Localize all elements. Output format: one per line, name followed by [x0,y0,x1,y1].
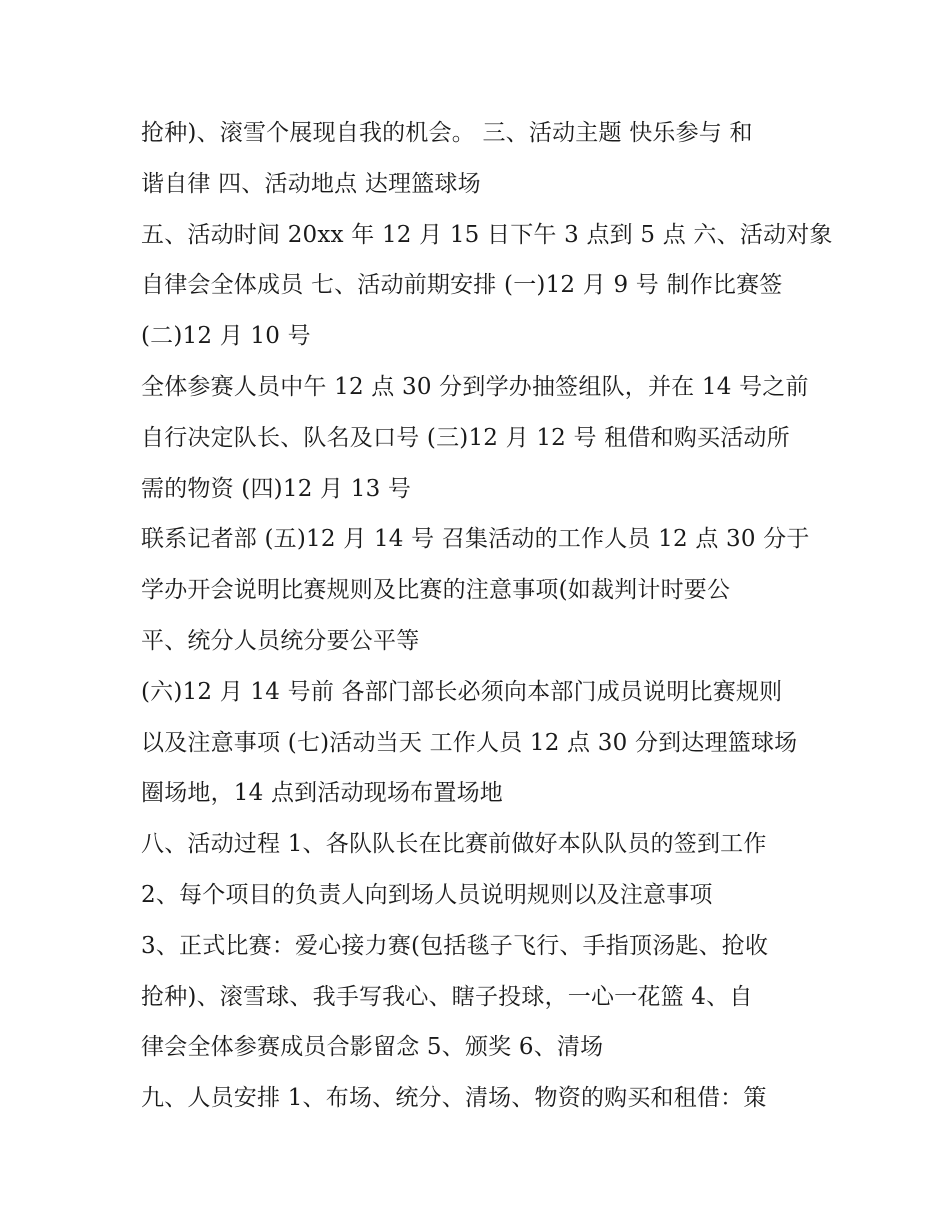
text-line: 抢种)、滚雪个展现自我的机会。 三、活动主题 快乐参与 和 [141,120,753,146]
text-line: 八、活动过程 1、各队队长在比赛前做好本队队员的签到工作 [141,831,767,858]
text-line: 律会全体参赛成员合影留念 5、颁奖 6、清场 [141,1034,604,1061]
text-line: 2、每个项目的负责人向到场人员说明规则以及注意事项 [141,881,713,908]
text-line: 全体参赛人员中午 12 点 30 分到学办抽签组队，并在 14 号之前 [141,373,809,400]
text-line: (二)12 月 10 号 [141,323,311,350]
text-line: 五、活动时间 20xx 年 12 月 15 日下午 3 点到 5 点 六、活动对象 [141,221,833,248]
text-line: 抢种)、滚雪球、我手写我心、瞎子投球，一心一花篮 4、自 [141,983,753,1010]
text-line: 自律会全体成员 七、活动前期安排 (一)12 月 9 号 制作比赛签 [141,272,783,299]
text-line: 需的物资 (四)12 月 13 号 [141,475,412,502]
text-line: 自行决定队长、队名及口号 (三)12 月 12 号 租借和购买活动所 [141,424,790,451]
text-line: 学办开会说明比赛规则及比赛的注意事项(如裁判计时要公 [141,577,731,604]
text-line: 3、正式比赛：爱心接力赛(包括毯子飞行、手指顶汤匙、抢收 [141,932,769,959]
text-line: 联系记者部 (五)12 月 14 号 召集活动的工作人员 12 点 30 分于 [141,526,810,553]
text-line: 圈场地，14 点到活动现场布置场地 [141,780,503,807]
text-line: (六)12 月 14 号前 各部门部长必须向本部门成员说明比赛规则 [141,678,783,705]
document-body [141,108,833,1124]
text-line: 平、统分人员统分要公平等 [141,627,420,654]
text-line: 谐自律 四、活动地点 达理篮球场 [141,170,481,197]
text-line: 九、人员安排 1、布场、统分、清场、物资的购买和租借：策 [141,1085,767,1112]
text-line: 以及注意事项 (七)活动当天 工作人员 12 点 30 分到达理篮球场 [141,729,798,756]
